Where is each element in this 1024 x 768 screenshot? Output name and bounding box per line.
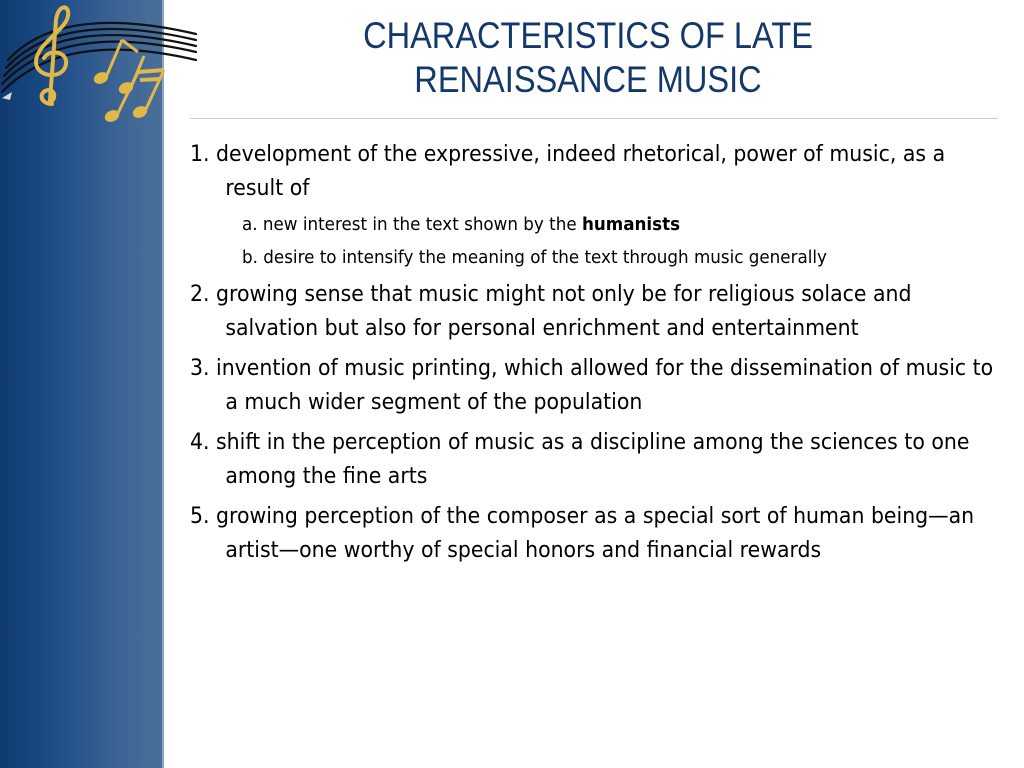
title-line-1: CHARACTERISTICS OF LATE (363, 15, 813, 56)
sub-item-a (242, 212, 969, 238)
sub-item-a-emphasis: humanists (581, 214, 681, 235)
title-line-2: RENAISSANCE MUSIC (414, 59, 762, 100)
bullet-list (190, 138, 994, 574)
slide-title (236, 14, 940, 102)
list-item-5: 5. growing perception of the composer as a special sort of human being—an artist—one worthy of special honors and financial rewards (190, 504, 975, 563)
title-divider (190, 118, 998, 119)
list-item-4: 4. shift in the perception of music as a discipline among the sciences to one among the fine arts (190, 430, 970, 489)
list-item-3: 3. invention of music printing, which allowed for the dissemination of music to a much wider segment of the population (190, 356, 994, 415)
sub-item-a-text: a. new interest in the text shown by the (242, 214, 582, 235)
list-item-1: 1. development of the expressive, indeed rhetorical, power of music, as a result of (190, 142, 946, 201)
sub-item-b: b. desire to intensify the meaning of the text through music generally (242, 247, 827, 268)
treble-clef-music-notes-icon (0, 0, 200, 130)
sidebar-panel (0, 0, 164, 768)
list-item-2: 2. growing sense that music might not only be for religious solace and salvation but also for personal enrichment and entertainment (190, 282, 912, 341)
